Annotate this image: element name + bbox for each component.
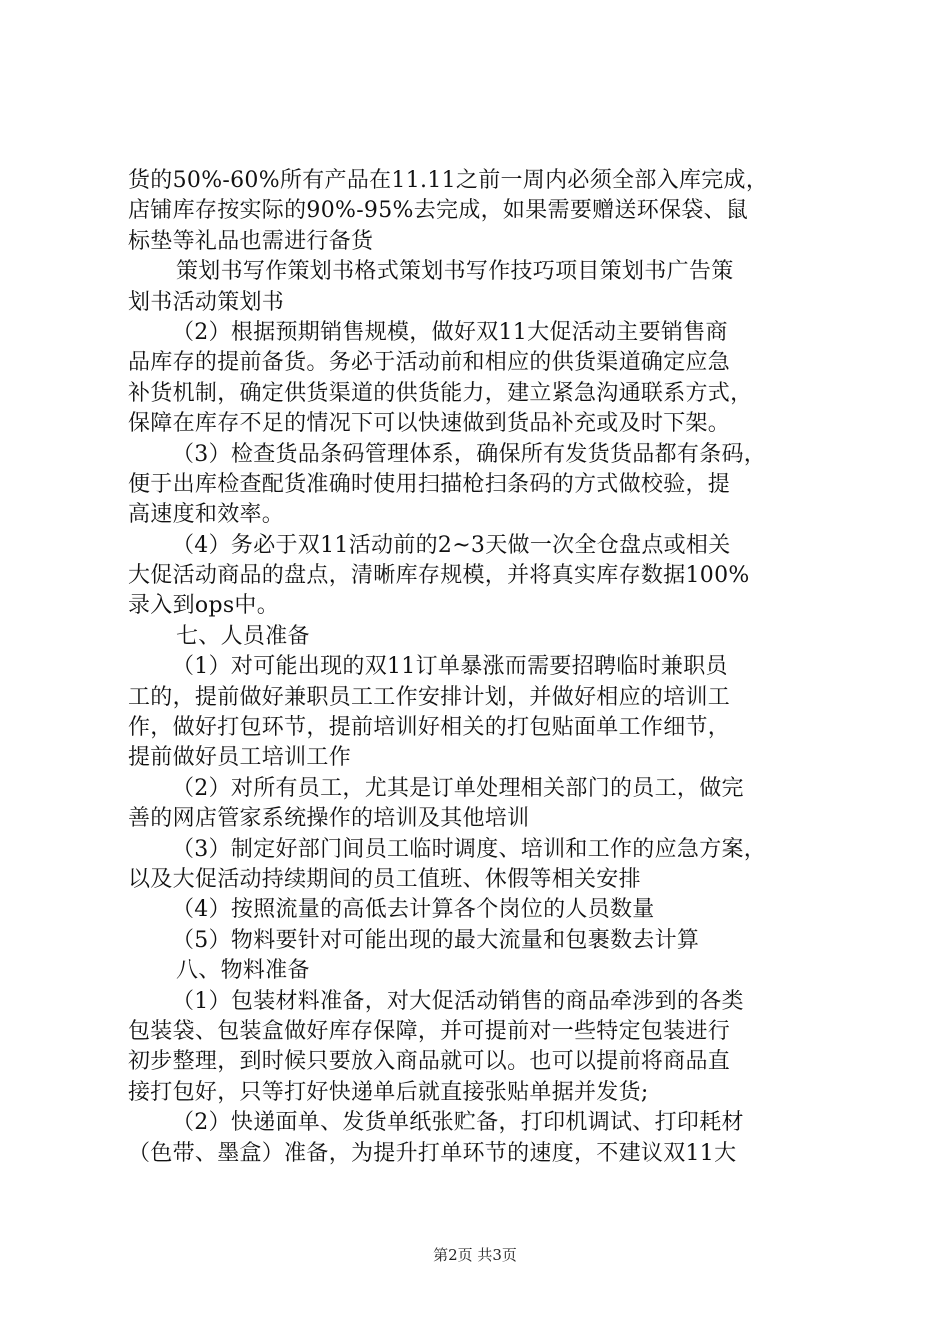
text-line: 便于出库检查配货准确时使用扫描枪扫条码的方式做校验，提 (128, 471, 731, 497)
text-line: 善的网店管家系统操作的培训及其他培训 (128, 806, 530, 832)
text-line: 工的，提前做好兼职员工工作安排计划，并做好相应的培训工 (128, 684, 731, 710)
text-line: 划书活动策划书 (128, 289, 285, 315)
document-body (128, 166, 833, 1169)
text-line: （2）对所有员工，尤其是订单处理相关部门的员工，做完 (172, 775, 744, 801)
text-line: 补货机制，确定供货渠道的供货能力，建立紧急沟通联系方式， (128, 380, 753, 406)
section-heading: 八、物料准备 (176, 958, 310, 984)
text-line: 录入到ops中。 (128, 593, 280, 619)
text-line: 大促活动商品的盘点，清晰库存规模，并将真实库存数据100% (128, 563, 750, 589)
text-line: 包装袋、包装盒做好库存保障，并可提前对一些特定包装进行 (128, 1018, 731, 1044)
text-line: （5）物料要针对可能出现的最大流量和包裹数去计算 (172, 927, 700, 953)
text-line: （1）对可能出现的双11订单暴涨而需要招聘临时兼职员 (172, 654, 728, 680)
text-line: 提前做好员工培训工作 (128, 745, 352, 771)
text-line: 标垫等礼品也需进行备货 (128, 228, 374, 254)
text-line: 保障在库存不足的情况下可以快速做到货品补充或及时下架。 (128, 411, 731, 437)
text-line: （2）快递面单、发货单纸张贮备，打印机调试、打印耗材 (172, 1110, 744, 1136)
text-line: （4）务必于双11活动前的2~3天做一次全仓盘点或相关 (172, 532, 731, 558)
text-line: 品库存的提前备货。务必于活动前和相应的供货渠道确定应急 (128, 350, 731, 376)
text-line: （4）按照流量的高低去计算各个岗位的人员数量 (172, 897, 655, 923)
text-line: （1）包装材料准备，对大促活动销售的商品牵涉到的各类 (172, 988, 744, 1014)
page-footer: 第2页 共3页 (433, 1246, 517, 1264)
text-line: （色带、墨盒）准备，为提升打单环节的速度，不建议双11大 (128, 1140, 737, 1166)
section-heading: 七、人员准备 (176, 623, 310, 649)
text-line: 初步整理，到时候只要放入商品就可以。也可以提前将商品直 (128, 1049, 731, 1075)
text-line: 作，做好打包环节，提前培训好相关的打包贴面单工作细节， (128, 715, 731, 741)
text-line: 以及大促活动持续期间的员工值班、休假等相关安排 (128, 866, 641, 892)
text-line: 货的50%-60%所有产品在11.11之前一周内必须全部入库完成， (128, 168, 769, 193)
text-line: （2）根据预期销售规模，做好双11大促活动主要销售商 (172, 319, 728, 345)
text-line: 店铺库存按实际的90%-95%去完成，如果需要赠送环保袋、鼠 (128, 198, 749, 224)
text-line: 策划书写作策划书格式策划书写作技巧项目策划书广告策 (176, 259, 734, 285)
text-line: （3）制定好部门间员工临时调度、培训和工作的应急方案， (172, 836, 767, 862)
text-line: （3）检查货品条码管理体系，确保所有发货货品都有条码， (172, 441, 767, 467)
text-line: 接打包好，只等打好快递单后就直接张贴单据并发货; (128, 1079, 649, 1105)
text-line: 高速度和效率。 (128, 502, 285, 528)
